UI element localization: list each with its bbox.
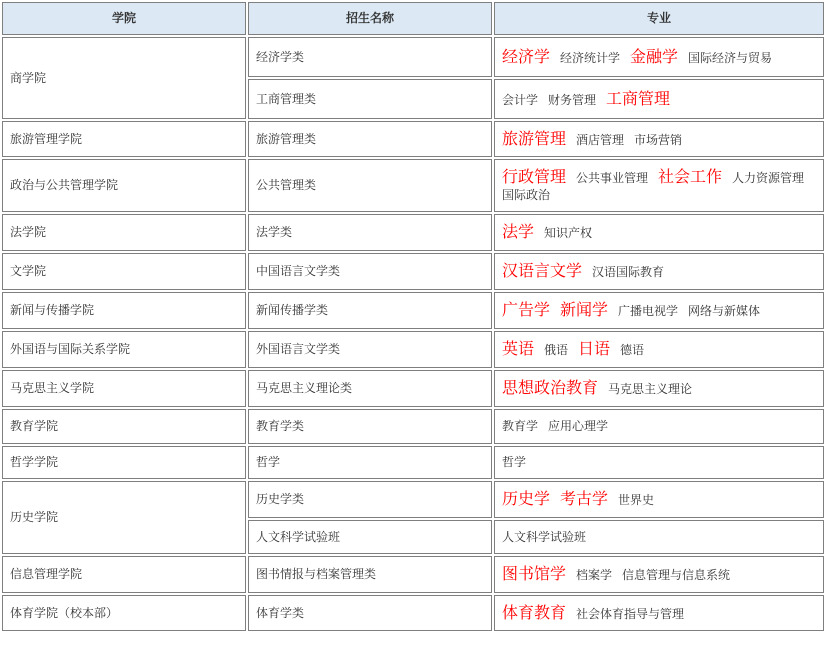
highlighted-major: 体育教育 — [502, 602, 567, 622]
major-item: 会计学 — [502, 92, 539, 107]
table-row — [2, 121, 824, 157]
highlighted-major: 图书馆学 — [502, 564, 567, 583]
major-item: 网络与新媒体 — [688, 304, 761, 318]
major-item: 马克思主义理论 — [608, 382, 693, 396]
major-cell — [494, 331, 824, 368]
admission-cell: 工商管理类 — [248, 79, 492, 119]
major-cell — [494, 520, 824, 554]
highlighted-major: 旅游管理 — [502, 128, 567, 148]
major-cell — [494, 446, 824, 479]
college-cell: 历史学院 — [2, 481, 246, 554]
highlighted-major: 经济学 — [502, 46, 551, 66]
major-item: 知识产权 — [544, 226, 593, 240]
major-cell — [494, 595, 824, 631]
major-cell — [494, 409, 824, 444]
highlighted-major: 历史学 — [502, 489, 551, 508]
table-row — [2, 595, 824, 631]
college-cell: 新闻与传播学院 — [2, 292, 246, 329]
highlighted-major: 法学 — [502, 222, 535, 241]
major-cell — [494, 253, 824, 290]
admission-cell: 旅游管理类 — [248, 121, 492, 157]
highlighted-major: 金融学 — [630, 46, 679, 66]
major-item: 国际经济与贸易 — [688, 50, 773, 65]
admission-cell: 历史学类 — [248, 481, 492, 518]
major-item: 人文科学试验班 — [502, 529, 587, 544]
major-item: 应用心理学 — [548, 419, 609, 433]
major-item: 广播电视学 — [618, 304, 679, 318]
highlighted-major: 汉语言文学 — [502, 261, 583, 280]
admission-cell: 公共管理类 — [248, 159, 492, 212]
college-cell: 教育学院 — [2, 409, 246, 444]
college-cell: 哲学学院 — [2, 446, 246, 479]
admission-cell: 中国语言文学类 — [248, 253, 492, 290]
major-item: 国际政治 — [502, 187, 551, 202]
major-item: 市场营销 — [634, 132, 683, 147]
major-item: 人力资源管理 — [732, 170, 805, 185]
college-cell: 法学院 — [2, 214, 246, 251]
major-item: 社会体育指导与管理 — [576, 606, 685, 621]
highlighted-major: 社会工作 — [658, 166, 723, 186]
major-item: 酒店管理 — [576, 132, 625, 147]
header-admission: 招生名称 — [248, 2, 492, 35]
major-item: 教育学 — [502, 419, 539, 433]
table-row — [2, 159, 824, 212]
table-row — [2, 446, 824, 479]
admission-cell: 体育学类 — [248, 595, 492, 631]
major-item: 哲学 — [502, 455, 527, 469]
college-cell: 旅游管理学院 — [2, 121, 246, 157]
header-major: 专业 — [494, 2, 824, 35]
college-cell: 商学院 — [2, 37, 246, 119]
table-row — [2, 292, 824, 329]
major-item: 财务管理 — [548, 92, 597, 107]
major-item: 公共事业管理 — [576, 170, 649, 185]
table-row — [2, 253, 824, 290]
table-body — [2, 37, 824, 631]
admission-cell: 马克思主义理论类 — [248, 370, 492, 407]
major-item: 档案学 — [576, 568, 613, 582]
table-row — [2, 481, 824, 518]
major-item: 世界史 — [618, 493, 655, 507]
highlighted-major: 日语 — [578, 339, 611, 358]
major-cell — [494, 159, 824, 212]
highlighted-major: 英语 — [502, 339, 535, 358]
major-item: 德语 — [620, 343, 645, 357]
highlighted-major: 行政管理 — [502, 166, 567, 186]
major-cell — [494, 79, 824, 119]
major-cell — [494, 121, 824, 157]
major-cell — [494, 214, 824, 251]
major-cell — [494, 37, 824, 77]
table-row — [2, 370, 824, 407]
header-row — [2, 2, 824, 35]
admission-cell: 人文科学试验班 — [248, 520, 492, 554]
admission-cell: 教育学类 — [248, 409, 492, 444]
college-cell: 外国语与国际关系学院 — [2, 331, 246, 368]
table-row — [2, 556, 824, 593]
college-cell: 马克思主义学院 — [2, 370, 246, 407]
highlighted-major: 广告学 — [502, 300, 551, 319]
highlighted-major: 新闻学 — [560, 300, 609, 319]
college-cell: 政治与公共管理学院 — [2, 159, 246, 212]
admission-cell: 外国语言文学类 — [248, 331, 492, 368]
admission-cell: 图书情报与档案管理类 — [248, 556, 492, 593]
highlighted-major: 考古学 — [560, 489, 609, 508]
college-cell: 信息管理学院 — [2, 556, 246, 593]
admission-cell: 新闻传播学类 — [248, 292, 492, 329]
major-item: 汉语国际教育 — [592, 265, 665, 279]
header-college: 学院 — [2, 2, 246, 35]
major-cell — [494, 556, 824, 593]
table-row — [2, 37, 824, 77]
admission-cell: 法学类 — [248, 214, 492, 251]
admission-cell: 哲学 — [248, 446, 492, 479]
table-row — [2, 214, 824, 251]
major-cell — [494, 292, 824, 329]
major-item: 经济统计学 — [560, 50, 621, 65]
highlighted-major: 工商管理 — [606, 88, 671, 108]
table-row — [2, 409, 824, 444]
major-item: 俄语 — [544, 343, 569, 357]
highlighted-major: 思想政治教育 — [502, 378, 599, 397]
major-item: 信息管理与信息系统 — [622, 568, 731, 582]
college-cell: 文学院 — [2, 253, 246, 290]
major-cell — [494, 481, 824, 518]
college-cell: 体育学院（校本部） — [2, 595, 246, 631]
major-cell — [494, 370, 824, 407]
admission-cell: 经济学类 — [248, 37, 492, 77]
table-row — [2, 331, 824, 368]
